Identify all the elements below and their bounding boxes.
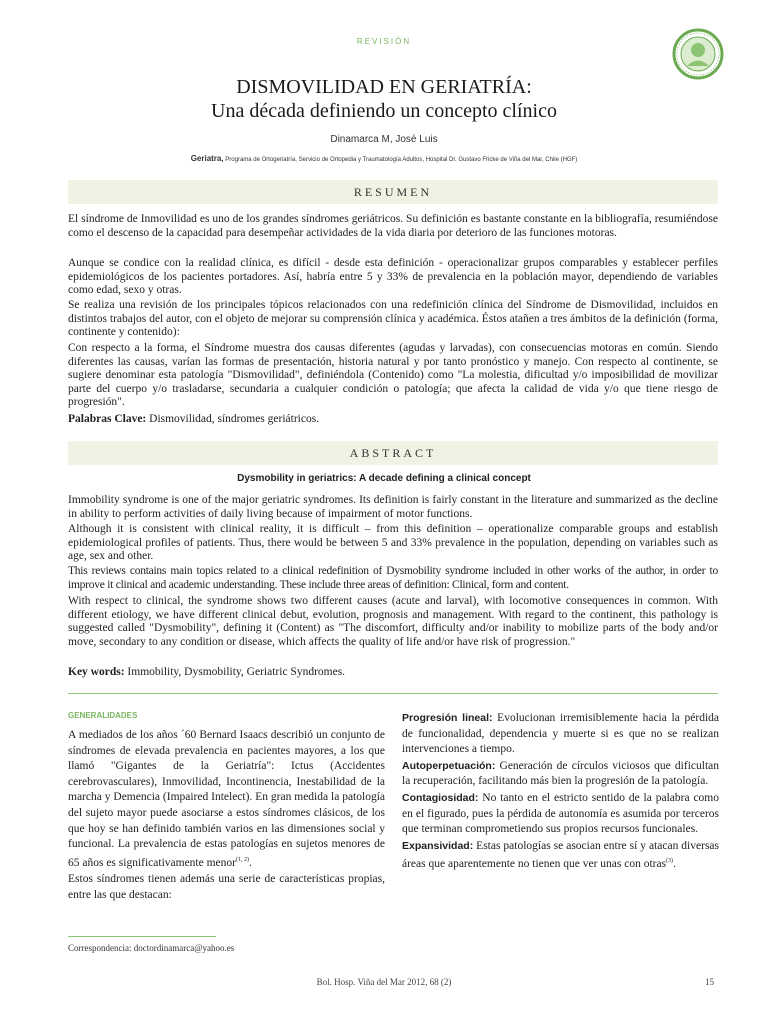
abstract-keywords-text: Immobility, Dysmobility, Geriatric Syndromes. (124, 666, 346, 678)
feature-term: Expansividad: (402, 839, 474, 852)
resumen-keywords-text: Dismovilidad, síndromes geriátricos. (146, 413, 320, 425)
journal-footer: Bol. Hosp. Viña del Mar 2012, 68 (2) (316, 977, 452, 987)
feature-text-end: . (673, 858, 676, 871)
citation-ref: (3) (666, 858, 674, 865)
section-divider (68, 693, 718, 694)
feature-autoperpetuacion (402, 759, 719, 790)
authors: Dinamarca M, José Luis (330, 134, 438, 145)
footnote-rule (68, 936, 216, 937)
resumen-paragraph-1: El síndrome de Inmovilidad es uno de los grandes síndromes geriátricos. Su definición es bastante constante en la bibliografía, resumiéndose como el descenso de la capacidad para desempeñar actividades de la vida diaria por deterioro de las funciones motoras. (68, 213, 718, 239)
feature-term: Contagiosidad: (402, 791, 479, 804)
abstract-paragraph-3: This reviews contains main topics related to a clinical redefinition of Dysmobility syndrome included in other works of the author, in order to improve it clinical and academic understanding. These include three areas of definition: Clinical, form and content. (68, 565, 718, 591)
correspondence-footnote: Correspondencia: doctordinamarca@yahoo.es (68, 943, 235, 953)
feature-expansividad (402, 839, 719, 873)
feature-term: Progresión lineal: (402, 712, 493, 724)
generalidades-heading: GENERALIDADES (68, 711, 138, 720)
resumen-keywords (68, 413, 718, 427)
body-paragraph-1 (68, 728, 385, 871)
feature-term: Autoperpetuación: (402, 759, 496, 772)
resumen-heading: RESUMEN (68, 180, 718, 204)
resumen-paragraph-3: Se realiza una revisión de los principales tópicos relacionados con una redefinición clínica del Síndrome de Dismovilidad, incluidos en distintos trabajos del autor, con el objeto de mejorar su comprensión clínica y académica. Éstos atañen a tres ámbitos de la definición (forma, continente y contenido): (68, 299, 718, 338)
feature-progresion (402, 711, 719, 758)
body-paragraph-2: Estos síndromes tienen además una serie de características propias, entre las que destacan: (68, 873, 385, 901)
body-paragraph-1-text: A mediados de los años ´60 Bernard Isaacs describió un conjunto de síndromes de elevada prevalencia en pacientes mayores, a los que llamó "Gigantes de la Geriatría": Ictus (Accidentes cerebrovasculares), Inmovilidad, Incontinencia, Inestabilidad de la marcha y Demencia (Impaired Intelect). En gran medida la patología del sujeto mayor puede asociarse a estos síndromes clásicos, de los que hoy se han definido también varios en las dimensiones social y funcional. La prevalencia de estas patologías en sujetos menores de 65 años es significativamente menor (68, 729, 385, 869)
body-left-column (68, 711, 385, 904)
abstract-paragraph-1: Immobility syndrome is one of the major geriatric syndromes. Its definition is fairly constant in the literature and summarized as the decline in ability to perform activities of daily living because of impairment of motor functions. (68, 494, 718, 520)
feature-text: No tanto en el estricto sentido de la palabra como en el figurado, pues la pérdida de autonomía es asumida por terceros que terminan comprometiendo sus propios recursos funcionales. (402, 791, 719, 836)
feature-contagiosidad (402, 791, 719, 838)
abstract-keywords (68, 666, 718, 680)
affiliation (0, 154, 768, 163)
resumen-paragraph-2: Aunque se condice con la realidad clínica, es difícil - desde esta definición - operacionalizar grupos comparables y establecer perfiles epidemiológicos de los pacientes portadores. Así, habría entre 5 y 33% de prevalencia en la población mayor, dependiendo de variables como edad, sexo y otras. (68, 257, 718, 296)
hospital-seal-logo (672, 28, 724, 80)
affiliation-text: Programa de Ortogeriatría, Servicio de Ortopedia y Traumatología Adultos, Hospital Dr. Gustavo Fricke de Viña del Mar, Chile (HGF) (225, 157, 578, 163)
resumen-keywords-label: Palabras Clave: (68, 413, 147, 425)
feature-text: Estas patologías se asocian entre sí y atacan diversas áreas que aparentemente no tienen que ver unas con otras (402, 839, 719, 871)
section-tag: REVISIÓN (356, 37, 412, 46)
article-subtitle: Una década definiendo un concepto clínico (211, 100, 557, 122)
abstract-paragraph-4: With respect to clinical, the syndrome shows two different causes (acute and larval), with locomotive consequences in common. With different etiology, we have different clinical debut, evolution, prognosis and management. With regard to the continent, this pathology is suggested called "Dysmobility", defining it (Content) as "The discomfort, difficulty and/or inability to mobilize parts of the body and/or move, secondary to any condition or disease, which affects the quality of life and/or have risk of progression." (68, 595, 718, 648)
abstract-title: Dysmobility in geriatrics: A decade defining a clinical concept (237, 473, 531, 484)
abstract-heading: ABSTRACT (68, 441, 718, 465)
body-paragraph-1-end: . (248, 856, 252, 869)
body-right-column (402, 711, 719, 874)
abstract-paragraph-2: Although it is consistent with clinical reality, it is difficult – from this definition – operationalize comparable groups and establish epidemiological profiles of patients. Thus, there would be between 5 and 33% prevalence in the population, depending on variables such as age, sex and other. (68, 523, 718, 562)
resumen-paragraph-4: Con respecto a la forma, el Síndrome muestra dos causas diferentes (agudas y larvadas), con consecuencias motoras en común. Siendo diferentes las causas, varían las formas de presentación, historia natural y por tanto pronóstico y manejo. Con respecto al continente, se sugiere denominar esta patología "Dismovilidad", definiéndola (Contenido) como "La molestia, dificultad y/o imposibilidad de movilizar parte del cuerpo y/o trasladarse, secundaria a cualquier condición o patología; que afecta la calidad de vida y/o que tiene riesgo de progresión". (68, 342, 718, 408)
affiliation-role: Geriatra, (190, 154, 224, 163)
page-number: 15 (705, 977, 714, 987)
citation-ref: (1, 2) (235, 856, 249, 863)
abstract-keywords-label: Key words: (68, 666, 125, 678)
feature-text: Evolucionan irremisiblemente hacia la pérdida de funcionalidad, dependencia y muerte si es que no se realizan intervenciones a tiempo. (402, 712, 719, 756)
article-title: DISMOVILIDAD EN GERIATRÍA: (236, 76, 532, 98)
feature-text: Generación de círculos viciosos que dificultan la recuperación, facilitando más bien la progresión de la patología. (402, 759, 719, 788)
